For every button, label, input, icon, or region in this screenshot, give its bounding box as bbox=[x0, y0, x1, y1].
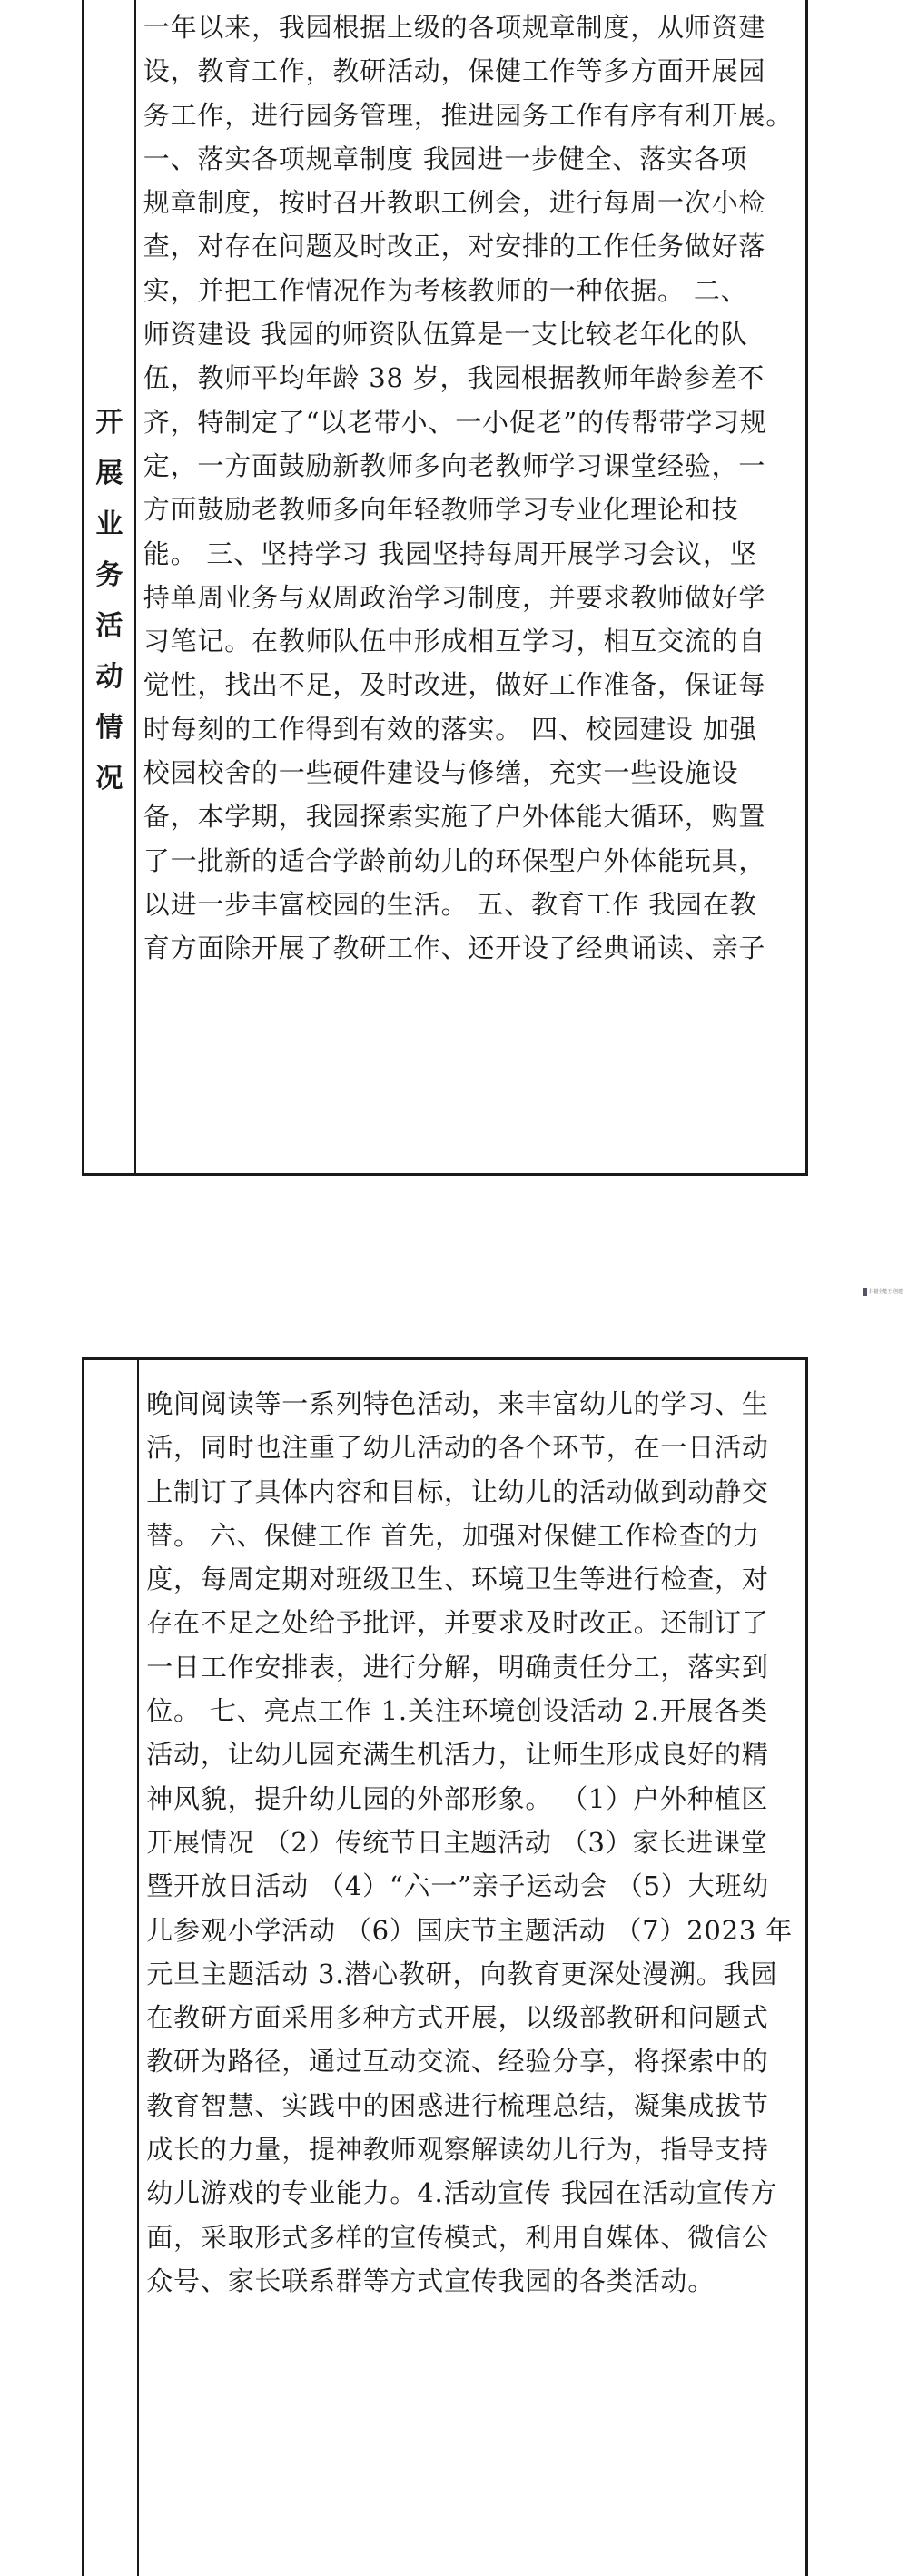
text-line: 一年以来，我园根据上级的各项规章制度，从师资建 bbox=[143, 12, 766, 43]
text-line: 备，本学期，我园探索实施了户外体能大循环，购置 bbox=[143, 801, 766, 833]
text-line: 面，采取形式多样的宣传模式，利用自媒体、微信公 bbox=[146, 2221, 769, 2253]
text-line: 度，每周定期对班级卫生、环境卫生等进行检查，对 bbox=[146, 1564, 769, 1595]
text-line: 务工作，进行园务管理，推进园务工作有序有利开展。 bbox=[143, 99, 793, 131]
text-line: 神风貌，提升幼儿园的外部形象。 （1）户外种植区 bbox=[146, 1782, 769, 1814]
text-line: 觉性，找出不足，及时改进，做好工作准备，保证每 bbox=[143, 669, 766, 701]
text-line: 一、落实各项规章制度 我园进一步健全、落实各项 bbox=[143, 143, 748, 174]
text-line: 规章制度，按时召开教职工例会，进行每周一次小检 bbox=[143, 187, 766, 219]
text-line: 查，对存在问题及时改正，对安排的工作任务做好落 bbox=[143, 231, 766, 262]
section-label-vertical bbox=[84, 398, 134, 804]
text-line: 习笔记。在教师队伍中形成相互学习，相互交流的自 bbox=[143, 626, 766, 657]
text-line: 教育智慧、实践中的困惑进行梳理总结，凝集成拔节 bbox=[146, 2089, 769, 2121]
label-char: 情 bbox=[95, 712, 123, 744]
label-char: 动 bbox=[95, 661, 123, 693]
qr-code-icon bbox=[863, 1288, 867, 1296]
text-line: 上制订了具体内容和目标，让幼儿的活动做到动静交 bbox=[146, 1476, 769, 1507]
text-line: 育方面除开展了教研工作、还开设了经典诵读、亲子 bbox=[143, 933, 766, 964]
text-line: 位。 七、亮点工作 1.关注环境创设活动 2.开展各类 bbox=[146, 1695, 768, 1727]
text-line: 设，教育工作，教研活动，保健工作等多方面开展园 bbox=[143, 55, 766, 87]
content-cell bbox=[139, 1360, 805, 2576]
text-line: 了一批新的适合学龄前幼儿的环保型户外体能玩具， bbox=[143, 844, 766, 876]
text-line: 替。 六、保健工作 首先，加强对保健工作检查的力 bbox=[146, 1519, 760, 1551]
label-char: 业 bbox=[95, 508, 123, 540]
text-line: 实，并把工作情况作为考核教师的一种依据。 二、 bbox=[143, 274, 748, 306]
label-char: 展 bbox=[95, 458, 123, 489]
content-cell bbox=[136, 0, 805, 1173]
text-line: 开展情况 （2）传统节日主题活动 （3）家长进课堂 bbox=[146, 1826, 768, 1858]
text-line: 齐，特制定了“以老带小、一小促老”的传帮带学习规 bbox=[143, 406, 767, 438]
text-line: 成长的力量，提神教师观察解读幼儿行为，指导支持 bbox=[146, 2134, 769, 2166]
text-line: 元旦主题活动 3.潜心教研，向教育更深处漫溯。我园 bbox=[146, 1958, 778, 1989]
text-line: 一日工作安排表，进行分解，明确责任分工，落实到 bbox=[146, 1651, 769, 1683]
text-line: 在教研方面采用多种方式开展，以级部教研和问题式 bbox=[146, 2002, 769, 2034]
label-char: 务 bbox=[95, 559, 123, 591]
text-line: 儿参观小学活动 （6）国庆节主题活动 （7）2023 年 bbox=[146, 1914, 793, 1946]
text-line: 方面鼓励老教师多向年轻教师学习专业化理论和技 bbox=[143, 494, 739, 526]
label-char: 况 bbox=[95, 763, 123, 795]
text-line: 晚间阅读等一系列特色活动，来丰富幼儿的学习、生 bbox=[146, 1388, 769, 1419]
text-line: 时每刻的工作得到有效的落实。 四、校园建设 加强 bbox=[143, 713, 757, 745]
text-line: 校园校舍的一些硬件建设与修缮，充实一些设施设 bbox=[143, 757, 739, 789]
section-label-cell bbox=[84, 0, 136, 1173]
label-char: 开 bbox=[95, 407, 123, 439]
section-label-cell bbox=[84, 1360, 139, 2576]
scanner-watermark bbox=[863, 1288, 903, 1296]
text-line: 存在不足之处给予批评，并要求及时改正。还制订了 bbox=[146, 1607, 769, 1639]
text-line: 暨开放日活动 （4）“六一”亲子运动会 （5）大班幼 bbox=[146, 1870, 770, 1902]
text-line: 定，一方面鼓励新教师多向老教师学习课堂经验，一 bbox=[143, 449, 766, 481]
report-table-page-1 bbox=[82, 0, 808, 1176]
text-line: 活，同时也注重了幼儿活动的各个环节，在一日活动 bbox=[146, 1432, 769, 1464]
text-line: 活动，让幼儿园充满生机活力，让师生形成良好的精 bbox=[146, 1739, 769, 1771]
label-char: 活 bbox=[95, 610, 123, 642]
text-line: 教研为路径，通过互动交流、经验分享，将探索中的 bbox=[146, 2046, 769, 2078]
text-line: 持单周业务与双周政治学习制度，并要求教师做好学 bbox=[143, 581, 766, 613]
text-line: 以进一步丰富校园的生活。 五、教育工作 我园在教 bbox=[143, 888, 757, 920]
text-line: 幼儿游戏的专业能力。4.活动宣传 我园在活动宣传方 bbox=[146, 2177, 778, 2209]
scanner-watermark-text: 扫描全能王 创建 bbox=[869, 1289, 903, 1295]
report-table-page-2 bbox=[82, 1357, 808, 2576]
text-line: 师资建设 我园的师资队伍算是一支比较老年化的队 bbox=[143, 319, 748, 350]
text-line: 能。 三、坚持学习 我园坚持每周开展学习会议，坚 bbox=[143, 538, 757, 569]
text-line: 众号、家长联系群等方式宣传我园的各类活动。 bbox=[146, 2265, 716, 2296]
text-line: 伍，教师平均年龄 38 岁，我园根据教师年龄参差不 bbox=[143, 362, 765, 394]
